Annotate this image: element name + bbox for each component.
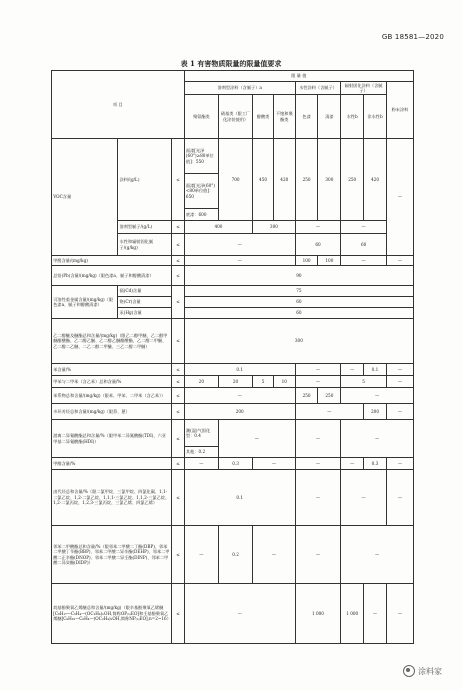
voc-coating-label: 涂料/(g/L) bbox=[118, 139, 172, 221]
row-toluene-unsat: 10 bbox=[273, 376, 295, 388]
header-nonwater: 非水性b bbox=[364, 95, 387, 139]
row-cr-label: 铬(Cr)含量 bbox=[118, 297, 172, 308]
row-phthal-a: — bbox=[184, 526, 218, 584]
header-solvent-group: 溶剂型涂料（含腻子）a bbox=[184, 82, 295, 95]
voc-water-putty-b: 60 bbox=[295, 234, 341, 256]
voc-group: VOC含量 bbox=[52, 139, 118, 256]
standard-number: GB 18581—2020 bbox=[381, 33, 444, 41]
row-glycol-val: 300 bbox=[184, 319, 413, 364]
wechat-icon bbox=[403, 665, 415, 677]
row-lead-label: 总铅(Pb)含量/(mg/kg)（限色漆a、腻子和醇酸清漆） bbox=[52, 266, 172, 286]
row-benzene-e: — bbox=[386, 364, 413, 376]
row-halo-le: ≤ bbox=[172, 470, 184, 526]
row-pah-d: — bbox=[386, 404, 413, 420]
voc-water-putty-a: — bbox=[184, 234, 295, 256]
row-heavy-le: ≤ bbox=[172, 286, 184, 319]
voc-solvent-putty-le: ≤ bbox=[172, 221, 184, 234]
row-ape-e: — bbox=[386, 584, 413, 644]
row-tdi-b: 其他：0.2 bbox=[184, 447, 218, 458]
voc-water-putty-le: ≤ bbox=[172, 234, 184, 256]
row-cd-val: 75 bbox=[184, 286, 413, 297]
voc-solvent-putty-b: 300 bbox=[253, 221, 296, 234]
header-unsat: 不饱和聚酯类 bbox=[273, 95, 295, 139]
row-benzene-label: 苯含量/% bbox=[52, 364, 172, 376]
row-ape-a: — bbox=[184, 584, 295, 644]
row-halo-b: — bbox=[295, 470, 341, 526]
row-halo-d: — bbox=[386, 470, 413, 526]
row-methanol-le: ≤ bbox=[172, 458, 184, 470]
row-cd-label: 镉(Cd)含量 bbox=[118, 286, 172, 297]
row-phthal-e: — bbox=[341, 526, 414, 584]
voc-solvent-putty-a: 400 bbox=[184, 221, 252, 234]
row-toluene-label: 甲苯与二甲苯（含乙苯）总和含量/% bbox=[52, 376, 172, 388]
row-benzene-c: — bbox=[341, 364, 364, 376]
row-tdi-le: ≤ bbox=[172, 420, 184, 458]
row-benzene-b: — bbox=[295, 364, 341, 376]
watermark-text: 涂料家 bbox=[418, 666, 442, 676]
row-toluene-c: 5 bbox=[341, 376, 387, 388]
header-color: 色漆 bbox=[295, 95, 318, 139]
voc-unsat: 420 bbox=[273, 139, 295, 221]
voc-clear: 300 bbox=[318, 139, 341, 221]
row-toluene-b: — bbox=[295, 376, 341, 388]
row-lead-le: ≤ bbox=[172, 266, 184, 286]
row-benzene-series-c: 250 bbox=[318, 388, 341, 404]
row-tdi-c: — bbox=[218, 420, 295, 458]
row-methanol-label: 甲醇含量/% bbox=[52, 458, 172, 470]
row-pah-label: 多环芳烃总和含量/(mg/kg)（限萘、蒽） bbox=[52, 404, 172, 420]
row-toluene-nc: 20 bbox=[218, 376, 252, 388]
row-tdi-e: — bbox=[341, 420, 414, 458]
row-methanol-b: 0.3 bbox=[218, 458, 252, 470]
row-pah-b: — bbox=[295, 404, 363, 420]
row-phthal-b: 0.2 bbox=[218, 526, 252, 584]
row-glycol-le: ≤ bbox=[172, 319, 184, 364]
row-benzene-series-le: ≤ bbox=[172, 388, 184, 404]
voc-pu-primer: 底漆：600 bbox=[184, 209, 218, 221]
row-methanol-c: — bbox=[253, 458, 296, 470]
row-ape-label: 烷基酚聚氧乙烯醚总和含量/(mg/kg)（限辛基酚聚氧乙烯醚[C₈H₁₇—C₆H₄—(OC₂H₄)ₙOH,简称OP₍ₙ₎EO]和壬基酚聚氧乙烯醚[C₉H₁₉—C₆H₄—(OC₂H₄)ₙOH,简称NP₍ₙ₎EO],n=2~16） bbox=[52, 584, 172, 644]
header-clear: 清漆 bbox=[318, 95, 341, 139]
row-formaldehyde-a: — bbox=[184, 256, 295, 266]
row-toluene-d: — bbox=[386, 376, 413, 388]
header-nc: 硝基类（限工厂化涂装使用） bbox=[218, 95, 252, 139]
row-ape-d: — bbox=[364, 584, 387, 644]
row-tdi-a: 潮(湿)气固化型：0.4 bbox=[184, 420, 218, 447]
row-toluene-pu: 20 bbox=[184, 376, 218, 388]
row-methanol-f: — bbox=[386, 458, 413, 470]
voc-water-putty-c: 60 bbox=[341, 234, 387, 256]
row-ape-c: 1 000 bbox=[341, 584, 364, 644]
row-ape-b: 1 000 bbox=[295, 584, 341, 644]
header-item: 项 目 bbox=[52, 71, 185, 139]
row-benzene-d: 0.1 bbox=[364, 364, 387, 376]
row-ape-le: ≤ bbox=[172, 584, 184, 644]
row-formaldehyde-label: 甲醛含量/(mg/kg) bbox=[52, 256, 172, 266]
row-formaldehyde-e: — bbox=[386, 256, 413, 266]
row-phthal-le: ≤ bbox=[172, 526, 184, 584]
row-formaldehyde-c: 100 bbox=[318, 256, 341, 266]
voc-pu-gloss-lo: 面漆[光泽(60°)<80单位值]：650 bbox=[184, 174, 218, 209]
header-pu: 聚氨酯类 bbox=[184, 95, 218, 139]
voc-solvent-putty-c: — bbox=[295, 221, 341, 234]
row-pah-a: 200 bbox=[184, 404, 295, 420]
table-title: 表 1 有害物质限量的限量值要求 bbox=[180, 59, 282, 68]
row-formaldehyde-d: — bbox=[341, 256, 387, 266]
row-benzene-series-b: 250 bbox=[295, 388, 318, 404]
row-benzene-series-label: 苯系物总和含量/(mg/kg)（限苯、甲苯、二甲苯（含乙苯）） bbox=[52, 388, 172, 404]
row-glycol-label: 乙二醇醚及醚酯总和含量/(mg/kg)（限乙二醇甲醚、乙二醇甲醚醋酸酯、乙二醇乙醚、乙二醇乙醚醋酸酯、乙二醇二甲醚、乙二醇二乙醚、二乙二醇二甲醚、三乙二醇二甲醚） bbox=[52, 319, 172, 364]
watermark bbox=[403, 665, 442, 677]
row-methanol-e: 0.3 bbox=[364, 458, 387, 470]
row-benzene-le: ≤ bbox=[172, 364, 184, 376]
row-benzene-a: 0.1 bbox=[184, 364, 295, 376]
voc-color: 250 bbox=[295, 139, 318, 221]
voc-nonwater: 420 bbox=[364, 139, 387, 221]
row-methanol-d: — bbox=[295, 458, 341, 470]
row-tdi-d: — bbox=[295, 420, 341, 458]
row-toluene-le: ≤ bbox=[172, 376, 184, 388]
row-hg-val: 60 bbox=[184, 308, 413, 319]
row-formaldehyde-b: 100 bbox=[295, 256, 318, 266]
row-methanol-x: — bbox=[341, 458, 364, 470]
header-water-group: 水性涂料（含腻子） bbox=[295, 82, 341, 95]
voc-waterborne: 250 bbox=[341, 139, 364, 221]
row-formaldehyde-le: ≤ bbox=[172, 256, 184, 266]
row-methanol-a: — bbox=[184, 458, 218, 470]
header-rad-group: 辐射固化涂料（含腻子） bbox=[341, 82, 387, 95]
voc-powder: — bbox=[386, 139, 413, 256]
voc-pu-gloss-hi: 面漆[光泽(60°)≥80单位值]：550 bbox=[184, 139, 218, 174]
header-waterborne: 水性b bbox=[341, 95, 364, 139]
row-benzene-series-a: — bbox=[184, 388, 295, 404]
limits-table bbox=[51, 70, 414, 644]
voc-water-putty-label: 水性和辐射固化腻子/(g/kg) bbox=[118, 234, 172, 256]
row-lead-val: 90 bbox=[184, 266, 413, 286]
row-halo-c: — bbox=[341, 470, 387, 526]
row-cr-val: 60 bbox=[184, 297, 413, 308]
voc-ac: 450 bbox=[253, 139, 274, 221]
header-powder: 粉末涂料 bbox=[386, 82, 413, 139]
row-phthal-label: 邻苯二甲酸酯总和含量/%（限邻苯二甲酸二丁酯(DBP)、邻苯二甲酸丁苄酯(BBP)、邻苯二甲酸二异辛酯(DEHP)、邻苯二甲酸二正辛酯(DNOP)、邻苯二甲酸二异壬酯(DINP)、邻苯二甲酸二异癸酯(DIDP)） bbox=[52, 526, 172, 584]
row-tdi-label: 游离二异氰酸酯总和含量/%（限甲苯二异氰酸酯(TDI)、六亚甲基二异氰酸酯(HDI)） bbox=[52, 420, 172, 458]
row-hg-label: 汞(Hg)含量 bbox=[118, 308, 172, 319]
voc-coating-le: ≤ bbox=[172, 139, 184, 221]
row-pah-c: 200 bbox=[364, 404, 387, 420]
row-benzene-series-d: — bbox=[341, 388, 414, 404]
voc-solvent-putty-d: — bbox=[341, 221, 387, 234]
voc-nc: 700 bbox=[218, 139, 252, 221]
row-halo-a: 0.1 bbox=[184, 470, 295, 526]
row-toluene-ac: 5 bbox=[253, 376, 274, 388]
row-phthal-d: — bbox=[295, 526, 341, 584]
row-phthal-c: — bbox=[253, 526, 296, 584]
row-heavy-label: 可溶性重金属含量/(mg/kg)（限色漆a、腻子和醇酸清漆） bbox=[52, 286, 118, 319]
row-pah-le: ≤ bbox=[172, 404, 184, 420]
header-limit: 限 量 值 bbox=[184, 71, 413, 82]
header-ac: 醇酸类 bbox=[253, 95, 274, 139]
row-halo-label: 卤代烃总和含量/%（限二氯甲烷、三氯甲烷、四氯化碳、1,1-二氯乙烷、1,2-二氯乙烷、1,1,1-三氯乙烷、1,1,2-三氯乙烷、1,2-二氯丙烷、1,2,3-三氯丙烷、三氯乙烯、四氯乙烯） bbox=[52, 470, 172, 526]
voc-solvent-putty-label: 溶剂型腻子/(g/L) bbox=[118, 221, 172, 234]
